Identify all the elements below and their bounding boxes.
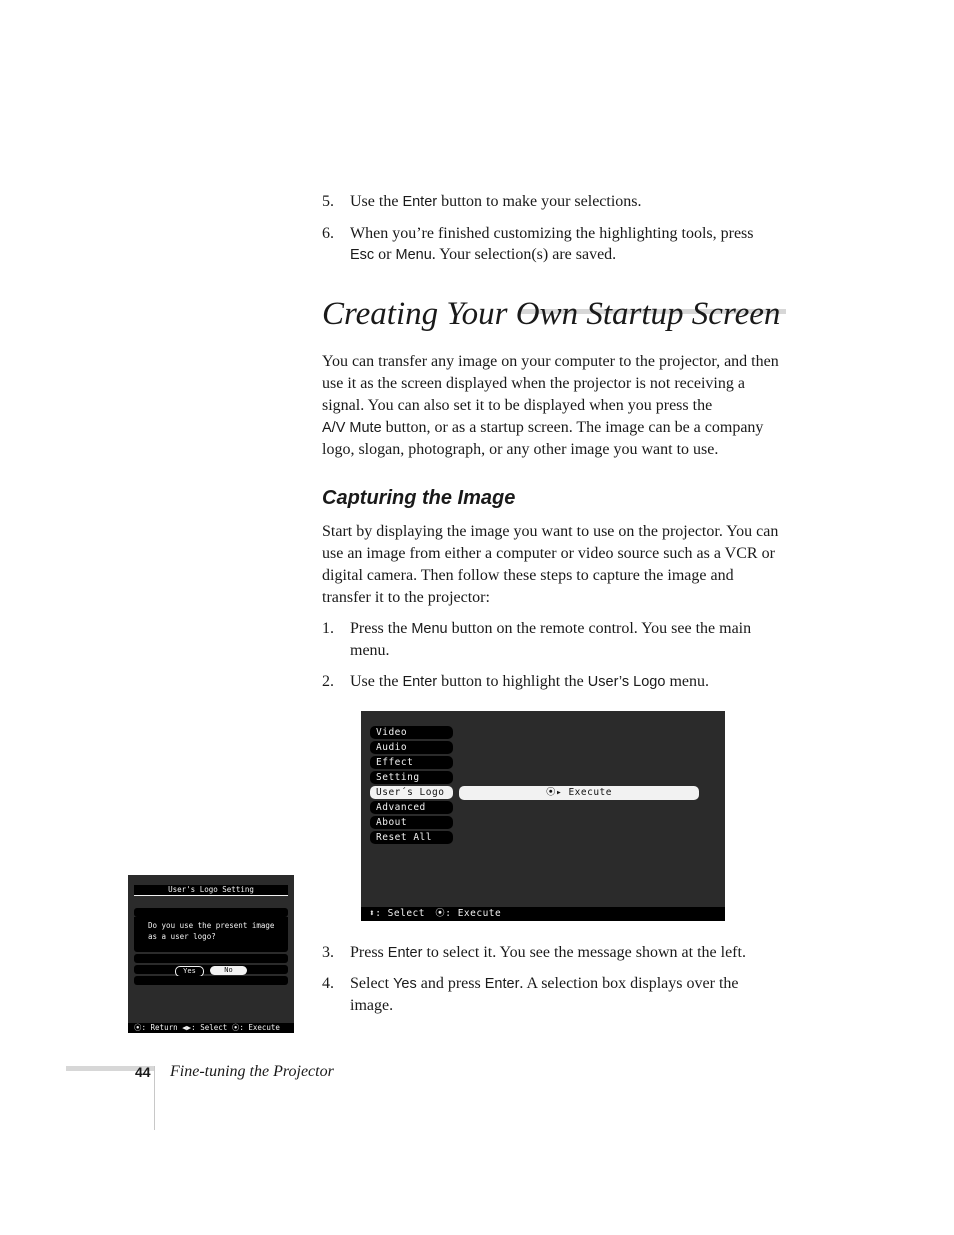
step-text: to select it. You see the message shown at the left. xyxy=(422,944,746,961)
section-heading: Creating Your Own Startup Screen xyxy=(322,296,781,332)
step-3 xyxy=(322,942,787,964)
step-number: 4. xyxy=(322,975,334,992)
step-4 xyxy=(322,973,767,1017)
intro-text: button, or as a startup screen. The image can be a company logo, slogan, photograph, or any other image you want to use. xyxy=(322,419,764,458)
step-text: button on the remote control. You see the main menu. xyxy=(350,620,752,659)
logo-setting-dialog xyxy=(128,875,294,1033)
keyword-enter: Enter xyxy=(484,976,520,992)
step-text: button to highlight the xyxy=(437,673,588,690)
status-select: : Select xyxy=(375,908,425,919)
status-return: : Return xyxy=(141,1023,178,1032)
step-1 xyxy=(322,618,782,662)
step-text: When you’re finished customizing the highlighting tools, press xyxy=(350,225,754,242)
keyword-enter: Enter xyxy=(402,194,438,210)
step-text: Press the xyxy=(350,620,412,637)
step-text: Select xyxy=(350,975,394,992)
main-menu-screen xyxy=(361,711,725,921)
step-number: 6. xyxy=(322,225,334,242)
left-right-arrows-icon: ◀▶ xyxy=(182,1023,192,1032)
intro-paragraph xyxy=(322,351,787,461)
return-icon: ⦿ xyxy=(134,1023,142,1032)
keyword-menu: Menu xyxy=(395,247,432,263)
status-execute: : Execute xyxy=(445,908,502,919)
step-text: . A selection box displays over the image. xyxy=(350,975,739,1014)
step-text: Press xyxy=(350,944,388,961)
status-select: : Select xyxy=(191,1023,228,1032)
menu-item-effect[interactable]: Effect xyxy=(370,756,453,769)
yes-button[interactable]: Yes xyxy=(175,966,204,977)
dialog-title: User's Logo Setting xyxy=(134,885,288,896)
step-number: 1. xyxy=(322,620,334,637)
keyword-yes: Yes xyxy=(393,976,417,992)
dialog-message-line: Do you use the present image xyxy=(148,921,275,930)
keyword-enter: Enter xyxy=(402,674,438,690)
step-number: 2. xyxy=(322,673,334,690)
step-number: 5. xyxy=(322,193,334,210)
dialog-status-bar xyxy=(128,1023,294,1033)
menu-item-advanced[interactable]: Advanced xyxy=(370,801,453,814)
step-text: or xyxy=(374,246,396,263)
footer-section-title: Fine-tuning the Projector xyxy=(170,1063,334,1080)
menu-item-setting[interactable]: Setting xyxy=(370,771,453,784)
dialog-message-line: as a user logo? xyxy=(148,932,216,941)
step-6 xyxy=(322,223,787,266)
menu-item-users-logo[interactable]: User´s Logo xyxy=(370,786,453,799)
step-2 xyxy=(322,671,787,693)
up-down-arrows-icon: ⬍ xyxy=(369,908,376,919)
intro-text: You can transfer any image on your computer to the projector, and then use it as the screen displayed when the projector is not receiving a signal. You can also set it to be displayed when you press the xyxy=(322,353,779,414)
keyword-users-logo: User’s Logo xyxy=(587,674,666,690)
dialog-row xyxy=(134,954,288,963)
step-text: menu. xyxy=(665,673,709,690)
step-text: Use the xyxy=(350,193,403,210)
dialog-row xyxy=(134,908,288,917)
dialog-row xyxy=(134,976,288,985)
menu-item-reset-all[interactable]: Reset All xyxy=(370,831,453,844)
menu-item-audio[interactable]: Audio xyxy=(370,741,453,754)
step-5 xyxy=(322,191,787,213)
keyword-menu: Menu xyxy=(411,621,448,637)
footer-divider xyxy=(154,1066,155,1130)
menu-status-bar xyxy=(361,907,725,921)
step-text: and press xyxy=(416,975,485,992)
menu-item-video[interactable]: Video xyxy=(370,726,453,739)
page-number: 44 xyxy=(135,1064,151,1080)
dialog-row xyxy=(134,943,288,952)
step-number: 3. xyxy=(322,944,334,961)
status-execute: : Execute xyxy=(239,1023,280,1032)
step-text: . Your selection(s) are saved. xyxy=(431,246,617,263)
step-text: button to make your selections. xyxy=(437,193,642,210)
subsection-heading: Capturing the Image xyxy=(322,487,516,509)
keyword-av-mute: A/V Mute xyxy=(322,420,382,436)
enter-icon: ⦿▸ xyxy=(546,787,569,798)
enter-icon: ⦿ xyxy=(231,1023,240,1032)
keyword-esc: Esc xyxy=(350,247,375,263)
enter-icon: ⦿ xyxy=(435,908,446,919)
execute-label: Execute xyxy=(568,787,612,798)
keyword-enter: Enter xyxy=(387,945,423,961)
no-button[interactable]: No xyxy=(210,966,247,975)
capture-intro-paragraph: Start by displaying the image you want to use on the projector. You can use an image from either a computer or video source such as a VCR or digital camera. Then follow these steps to capture the image and transfer it to the projector: xyxy=(322,523,779,606)
step-text: Use the xyxy=(350,673,403,690)
menu-item-about[interactable]: About xyxy=(370,816,453,829)
execute-option[interactable] xyxy=(459,786,699,800)
